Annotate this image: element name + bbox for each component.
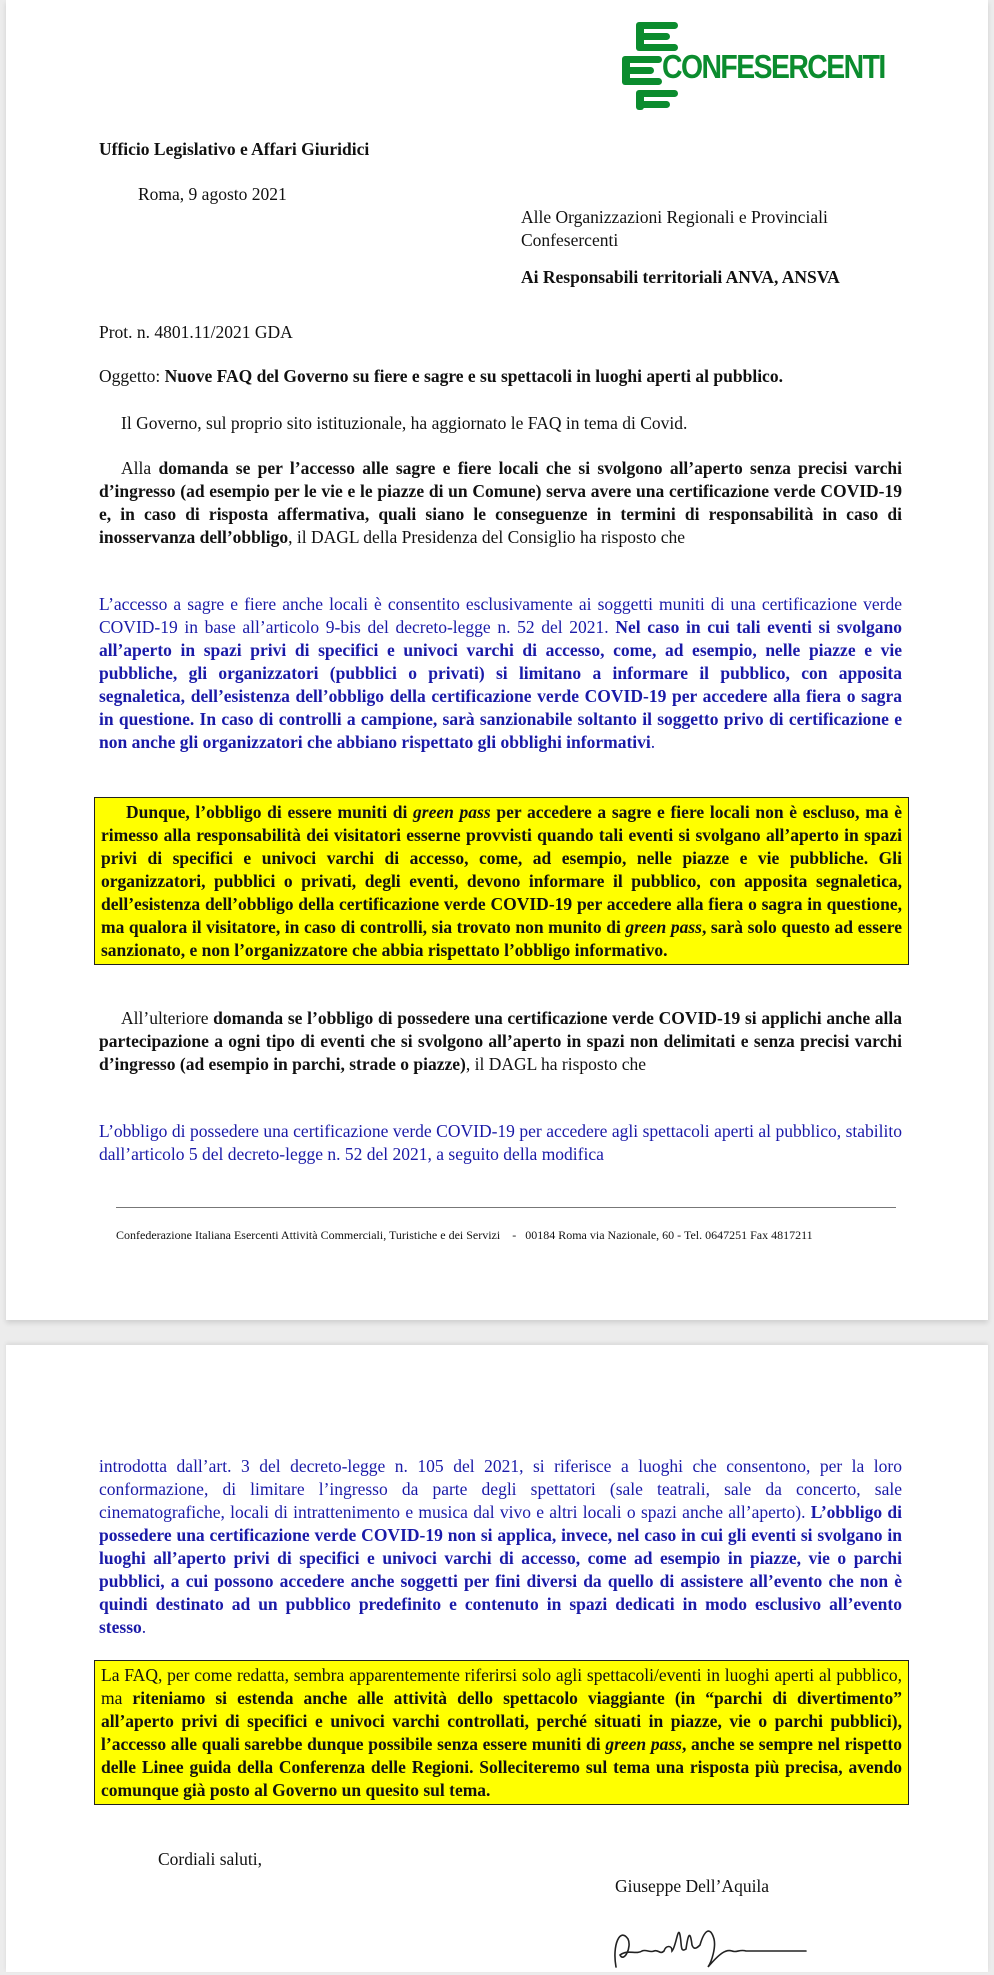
handwritten-signature <box>606 1905 826 1975</box>
recipients-line: Alle Organizzazioni Regionali e Provinciali <box>521 207 828 227</box>
faq-answer-2-continued: introdotta dall’art. 3 del decreto-legge n. 105 del 2021, si riferisce a luoghi che consentono, per la loro conformazione, di limitare l’ingresso da parte degli spettatori (sale teatrali, sale da concerto, sale cinematografiche, locali di intrattenimento e musica dal vivo e altri locali o spazi anche all’aperto). L’obbligo di possedere una certificazione verde COVID-19 non si applica, invece, nel caso in cui gli eventi si svolgano in luoghi all’aperto privi di specifici e univoci varchi di accesso, come ad esempio in piazze, vie o parchi pubblici, a cui possono accedere anche soggetti per fini diversi da quello di assistere all’evento che non è quindi destinato ad un pubblico predefinito e contenuto in spazi dedicati in modo esclusivo all’evento stesso. <box>99 1456 902 1637</box>
intro-paragraph: Il Governo, sul proprio sito istituzionale, ha aggiornato le FAQ in tema di Covid. <box>121 413 688 433</box>
faq-answer-1-bold: Nel caso in cui tali eventi si svolgano all’aperto in spazi privi di specifici e univoci varchi di accesso, come, ad esempio, nelle piazze e vie pubbliche, gli organizzatori (pubblici o privati) si limitano a informare il pubblico, con apposita segnaletica, dell’esistenza dell’obbligo della certificazione verde COVID-19 per accedere alla fiera o sagra in questione. In caso di controlli a campione, sarà sanzionabile soltanto il soggetto privo di certificazione e non anche gli organizzatori che abbiano rispettato gli obblighi informativi <box>99 617 902 752</box>
confesercenti-logo <box>622 18 885 118</box>
question-paragraph-1: Alla domanda se per l’accesso alle sagre e fiere locali che si svolgono all’aperto senza precisi varchi d’ingresso (ad esempio per le vie e le piazze di un Comune) serva avere una certificazione verde COVID-19 e, in caso di risposta affermativa, quali siano le conseguenze in termini di responsabilità in caso di inosservanza dell’obbligo, il DAGL della Presidenza del Consiglio ha risposto che <box>99 458 902 547</box>
subject <box>99 365 919 388</box>
highlight-box-2: La FAQ, per come redatta, sembra apparentemente riferirsi solo agli spettacoli/eventi in luoghi aperti al pubblico, ma riteniamo si estenda anche alle attività dello spettacolo viaggiante (in “parchi di divertimento” all’aperto privi di specifici e univoci varchi controllati, perché situati in piazze, vie o parchi pubblici), l’accesso alle quali sarebbe dunque possibile senza essere muniti di green pass, anche se sempre nel rispetto delle Linee guida della Conferenza delle Regioni. Solleciteremo sul tema una risposta più precisa, avendo comunque già posto al Governo un quesito sul tema. <box>94 1660 909 1805</box>
highlight-box-1: Dunque, l’obbligo di essere muniti di green pass per accedere a sagre e fiere locali non è escluso, ma è rimesso alla responsabilità dei visitatori esserne provvisti quando tali eventi si svolgano all’aperto in spazi privi di specifici e univoci varchi di accesso, come, ad esempio, nelle piazze e vie pubbliche. Gli organizzatori, pubblici o privati, degli eventi, devono informare il pubblico, con apposita segnaletica, dell’esistenza dell’obbligo della certificazione verde COVID-19 per accedere alla fiera o sagra in questione, ma qualora il visitatore, in caso di controlli, sia trovato non munito di green pass, sarà solo questo ad essere sanzionato, e non l’organizzatore che abbia rispettato l’obbligo informativo. <box>94 797 909 965</box>
question-paragraph-2: All’ulteriore domanda se l’obbligo di possedere una certificazione verde COVID-19 si applichi anche alla partecipazione a ogni tipo di eventi che si svolgono all’aperto in spazi non delimitati e senza precisi varchi d’ingresso (ad esempio in parchi, strade o piazze), il DAGL ha risposto che <box>99 1008 902 1074</box>
question-1-bold: domanda se per l’accesso alle sagre e fiere locali che si svolgono all’aperto senza precisi varchi d’ingresso (ad esempio per le vie e le piazze di un Comune) serva avere una certificazione verde COVID-19 e, in caso di risposta affermativa, quali siano le conseguenze in termini di responsabilità in caso di inosservanza dell’obbligo <box>99 458 902 547</box>
closing-salutation: Cordiali saluti, <box>158 1849 263 1869</box>
office-name: Ufficio Legislativo e Affari Giuridici <box>99 139 370 159</box>
question-2-bold: domanda se l’obbligo di possedere una certificazione verde COVID-19 si applichi anche alla partecipazione a ogni tipo di eventi che si svolgono all’aperto in spazi non delimitati e senza precisi varchi d’ingresso (ad esempio in parchi, strade o piazze) <box>99 1008 902 1074</box>
recipients <box>521 206 941 289</box>
subject-label: Oggetto: <box>99 366 165 386</box>
logo-wordmark: CONFESERCENTI <box>662 48 885 85</box>
footer-address: Confederazione Italiana Esercenti Attività Commerciali, Turistiche e dei Servizi - 00184 Roma via Nazionale, 60 - Tel. 0647251 Fax 4817211 <box>116 1228 813 1242</box>
recipients-line: Confesercenti <box>521 230 619 250</box>
place-date: Roma, 9 agosto 2021 <box>138 184 287 204</box>
recipients-bold: Ai Responsabili territoriali ANVA, ANSVA <box>521 267 840 287</box>
faq-answer-2-start: L’obbligo di possedere una certificazione verde COVID-19 per accedere agli spettacoli aperti al pubblico, stabilito dall’articolo 5 del decreto-legge n. 52 del 2021, a seguito della modifica <box>99 1121 902 1164</box>
faq-answer-1: L’accesso a sagre e fiere anche locali è consentito esclusivamente ai soggetti muniti di una certificazione verde COVID-19 in base all’articolo 9-bis del decreto-legge n. 52 del 2021. Nel caso in cui tali eventi si svolgano all’aperto in spazi privi di specifici e univoci varchi di accesso, come, ad esempio, nelle piazze e vie pubbliche, gli organizzatori (pubblici o privati) si limitano a informare il pubblico, con apposita segnaletica, dell’esistenza dell’obbligo della certificazione verde COVID-19 per accedere alla fiera o sagra in questione. In caso di controlli a campione, sarà sanzionabile soltanto il soggetto privo di certificazione e non anche gli organizzatori che abbiano rispettato gli obblighi informativi. <box>99 594 902 752</box>
footer-divider <box>116 1207 896 1208</box>
letter-page-1 <box>6 0 988 1320</box>
letter-page-2 <box>6 1345 988 1972</box>
subject-text: Nuove FAQ del Governo su fiere e sagre e su spettacoli in luoghi aperti al pubblico. <box>164 366 783 386</box>
signer-name: Giuseppe Dell’Aquila <box>615 1876 770 1896</box>
protocol-number: Prot. n. 4801.11/2021 GDA <box>99 322 293 342</box>
faq-answer-2-bold: L’obbligo di possedere una certificazione verde COVID-19 non si applica, invece, nel caso in cui gli eventi si svolgano in luoghi all’aperto privi di specifici e univoci varchi di accesso, come ad esempio in piazze, vie o parchi pubblici, a cui possono accedere anche soggetti per fini diversi da quello di assistere all’evento che non è quindi destinato ad un pubblico predefinito e contenuto in spazi dedicati in modo esclusivo all’evento stesso <box>99 1502 902 1637</box>
